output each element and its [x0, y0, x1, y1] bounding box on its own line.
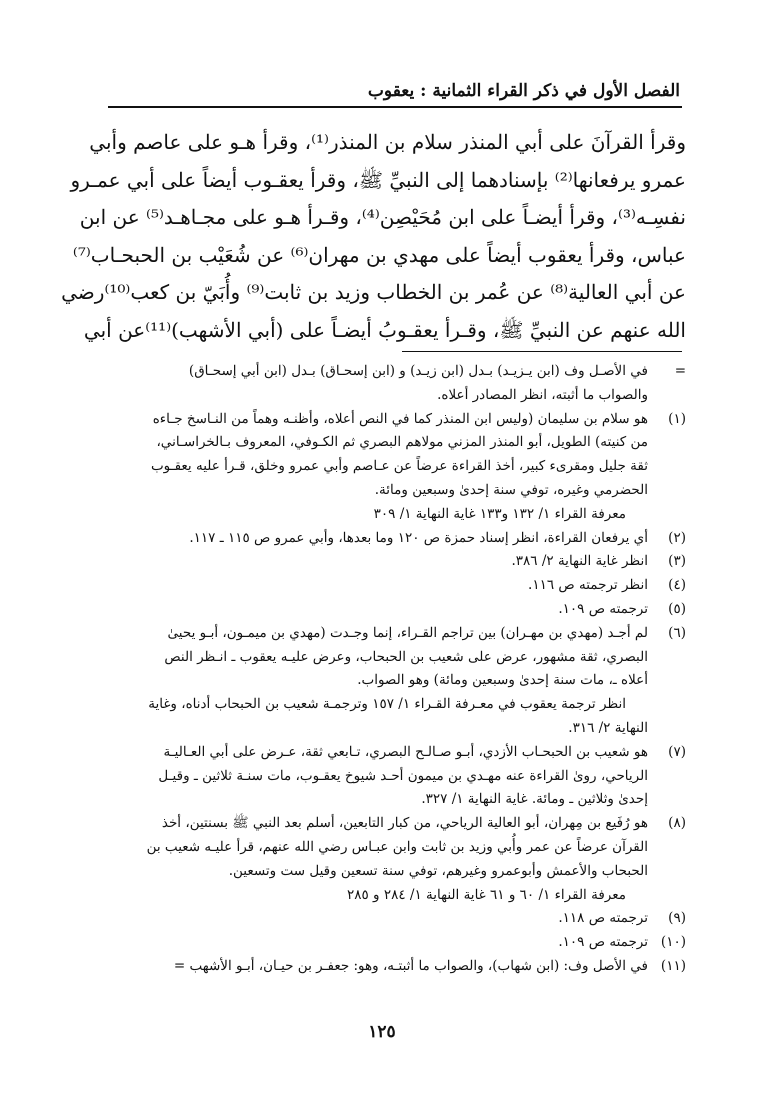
footnote-2	[112, 527, 686, 551]
footnote-reference: انظر ترجمة يعقوب في معـرفة القـراء ١/ ١٥٧ وترجمـة شعيب بن الحبحاب أدناه، وغاية	[148, 696, 626, 713]
footnote-line: ثقة جليل ومقرىء كبير، أخذ القراءة عرضاً عن عـاصم وأبي عمرو وخلق، قـرأ عليه يعقـوب	[150, 458, 648, 475]
page-number: ١٢٥	[368, 1022, 396, 1042]
footnote-line: أعلاه ـ، مات سنة إحدىٰ وسبعين ومائة) وهو الصواب.	[357, 672, 648, 689]
footnote-continuation	[112, 360, 686, 408]
footnote-number: (١)	[668, 410, 686, 427]
footnote-number: =	[674, 363, 686, 379]
text-line: الله عنهم عن النبيِّ ﷺ، وقـرأ يعقـوبُ أيضـاً على (أبي الأشهب)⁽¹¹⁾عن أبي	[83, 317, 686, 342]
text-line: نفسِـه⁽³⁾، وقرأ أيضـاً على ابن مُحَيْصِن⁽⁴⁾، وقـرأ هـو على مجـاهـد⁽⁵⁾ عن ابن	[79, 205, 686, 230]
running-header: الفصل الأول في ذكر القراء الثمانية : يعقوب	[367, 81, 680, 101]
footnote-3	[112, 550, 686, 574]
footnote-line: لم أجـد (مهدي بن مهـران) بين تراجم القـراء، إنما وجـدت (مهدي بن ميمـون، أبـو يحيىٰ	[167, 624, 648, 641]
footnote-line: إحدىٰ وثلاثين ـ ومائة. غاية النهاية ١/ ٣٢٧.	[421, 791, 648, 808]
footnote-number: (٢)	[668, 529, 686, 546]
footnote-line: انظر غاية النهاية ٢/ ٣٨٦.	[511, 553, 648, 570]
footnote-line: هو شعيب بن الحبحـاب الأزدي، أبـو صـالـح البصري، تـابعي ثقة، عـرض على أبي العـاليـة	[163, 743, 648, 760]
footnote-reference: النهاية ٢/ ٣١٦.	[568, 719, 648, 736]
footnote-number: (٥)	[668, 600, 686, 617]
footnote-reference: معرفة القراء ١/ ١٣٢ و١٣٣ غاية النهاية ١/ ٣٠٩	[373, 505, 626, 522]
footnote-line: في الأصل وف: (ابن شهاب)، والصواب ما أثبتـه، وهو: جعفـر بن حيـان، أبـو الأشهب =	[173, 957, 648, 974]
footnote-number: (٦)	[668, 624, 686, 641]
footnote-line: القرآن عرضاً عن عمر وأُبي وزيد بن ثابت وابن عبـاس رضي الله عنهم، قرأ عليـه شعيب بن	[146, 838, 648, 855]
text-line: عن أبي العالية⁽⁸⁾ عن عُمر بن الخطاب وزيد بن ثابت⁽⁹⁾ وأُبَيّ بن كعب⁽¹⁰⁾رضي	[61, 280, 686, 305]
footnote-line: هو سلام بن سليمان (وليس ابن المنذر كما في النص أعلاه، وأظنـه وهماً من النـاسخ جـاءه	[152, 410, 648, 427]
footnote-line: الحبحاب والأعمش وأبوعمرو وغيرهم، توفي سنة تسعين وقيل ست وتسعين.	[228, 862, 648, 879]
main-text	[61, 124, 686, 350]
footnote-line: انظر ترجمته ص ١١٦.	[528, 577, 648, 594]
footnote-line: البصري، ثقة مشهور، عرض على شعيب بن الحبحاب، وعرض عليـه يعقوب ـ انـظر النص	[164, 648, 648, 665]
footnote-line: من كنيته) الطويل، أبو المنذر المزني مولاهم البصري ثم الكـوفي، المعروف بـالخراسـاني،	[156, 434, 648, 451]
footnote-number: (٣)	[668, 553, 686, 570]
footnote-line: الحضرمي وغيره، توفي سنة إحدىٰ وسبعين ومائة.	[374, 481, 648, 498]
footnote-line: ترجمته ص ١١٨.	[558, 910, 648, 927]
footnote-6	[112, 622, 686, 741]
footnote-7	[112, 741, 686, 812]
footnote-number: (١٠)	[660, 934, 686, 951]
text-line: عمرو يرفعانها⁽²⁾ بإسنادهما إلى النبيِّ ﷺ، وقرأ يعقـوب أيضاً على أبي عمـرو	[70, 167, 686, 192]
footnote-9	[112, 907, 686, 931]
footnote-line: أي يرفعان القراءة، انظر إسناد حمزة ص ١٢٠ وما بعدها، وأبي عمرو ص ١١٥ ـ ١١٧.	[189, 529, 648, 546]
footnote-line: في الأصـل وف (ابن يـزيـد) بـدل (ابن زيـد) و (ابن إسحـاق) بـدل (ابن أبي إسحـاق)	[188, 363, 648, 379]
footnote-4	[112, 574, 686, 598]
footnote-line: الرياحي، روىٰ القراءة عنه مهـدي بن ميمون أحـد شيوخ يعقـوب، مات سنـة ثلاثين ـ وقيـل	[158, 767, 648, 784]
footnote-line: ترجمته ص ١٠٩.	[558, 934, 648, 951]
footnote-number: (٨)	[668, 815, 686, 832]
footnote-5	[112, 598, 686, 622]
footnote-10	[112, 931, 686, 955]
footnote-1	[112, 408, 686, 527]
footnote-number: (٤)	[668, 577, 686, 594]
footnotes	[112, 360, 686, 979]
footnote-separator	[402, 351, 682, 352]
footnote-line: والصواب ما أثبته، انظر المصادر أعلاه.	[437, 386, 648, 403]
footnote-11	[112, 955, 686, 979]
header-rule	[108, 106, 682, 108]
footnote-number: (١١)	[660, 957, 686, 974]
text-line: وقرأ القرآنَ على أبي المنذر سلام بن المنذر⁽¹⁾، وقرأ هـو على عاصم وأبي	[89, 130, 686, 154]
footnote-number: (٧)	[668, 743, 686, 760]
footnote-line: ترجمته ص ١٠٩.	[558, 600, 648, 617]
footnote-line: هو رُفَيع بن مِهران، أبو العالية الرياحي، من كبار التابعين، أسلم بعد النبي ﷺ بسنتين، أخذ	[161, 815, 648, 832]
footnote-8	[112, 812, 686, 907]
text-line: عباس، وقرأ يعقوب أيضاً على مهدي بن مهران⁽⁶⁾ عن شُعَيْب بن الحبحـاب⁽⁷⁾	[72, 242, 686, 267]
footnote-number: (٩)	[668, 910, 686, 927]
footnote-reference: معرفة القراء ١/ ٦٠ و ٦١ غاية النهاية ١/ ٢٨٤ و ٢٨٥	[346, 886, 626, 903]
